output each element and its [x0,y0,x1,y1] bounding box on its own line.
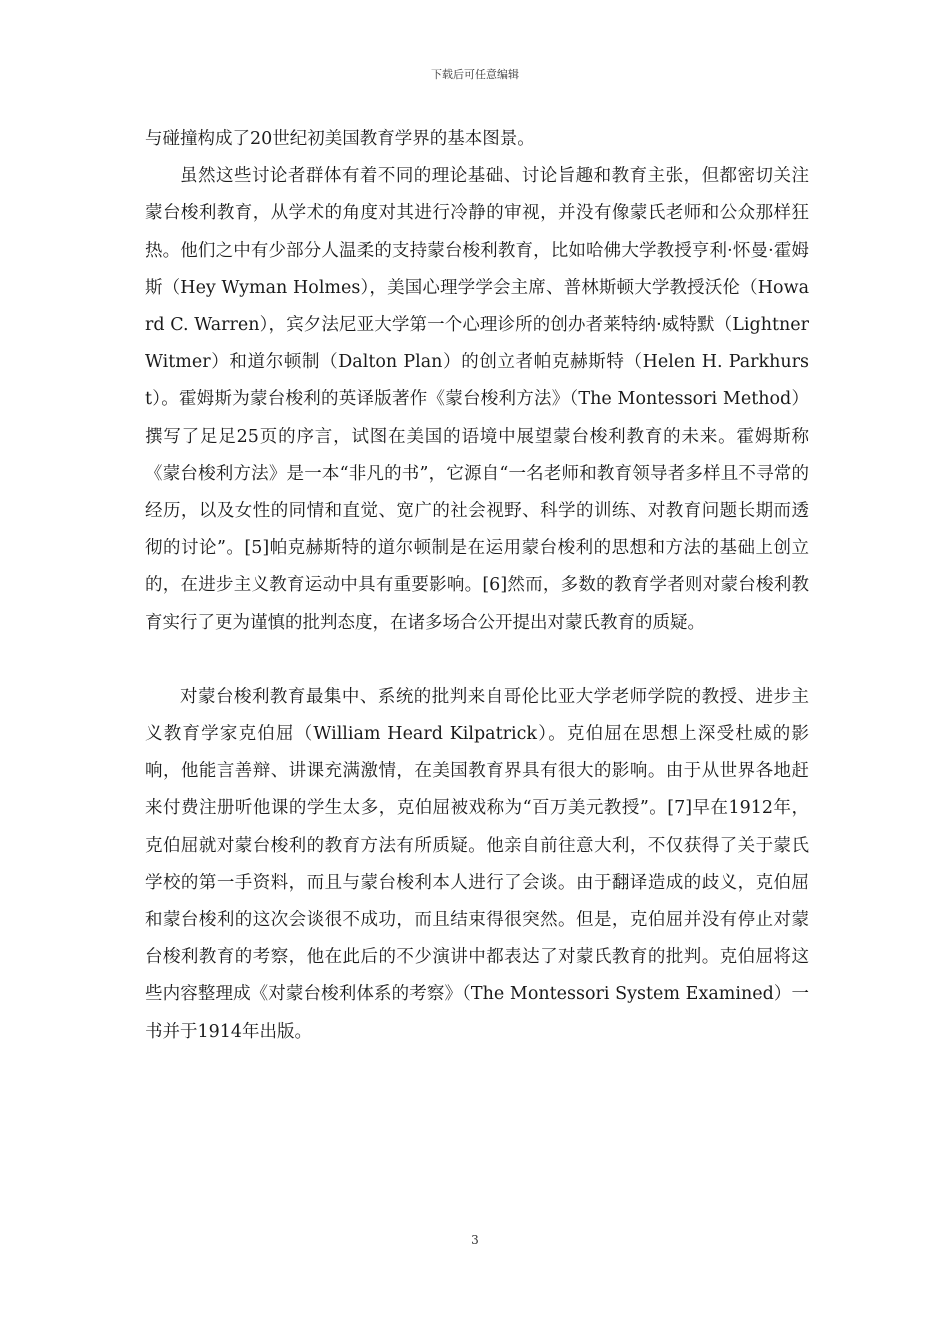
paragraph-spacer [145,642,809,679]
page-number: 3 [471,1233,479,1247]
paragraph-continuation: 与碰撞构成了20世纪初美国教育学界的基本图景。 [145,129,535,149]
document-body [145,121,809,1051]
paragraph-supporters: 虽然这些讨论者群体有着不同的理论基础、讨论旨趣和教育主张，但都密切关注蒙台梭利教育，从学术的角度对其进行冷静的审视，并没有像蒙氏老师和公众那样狂热。他们之中有少部分人温柔的支持蒙台梭利教育，比如哈佛大学教授亨利·怀曼·霍姆斯（Hey Wyman Holmes），美国心理学学会主席、普林斯顿大学教授沃伦（Howard C. Warren），宾夕法尼亚大学第一个心理诊所的创办者莱特纳·威特默（Lightner Witmer）和道尔顿制（Dalton Plan）的创立者帕克赫斯特（Helen H. Parkhurst）。霍姆斯为蒙台梭利的英译版著作《蒙台梭利方法》（The Montessori Method）撰写了足足25页的序言，试图在美国的语境中展望蒙台梭利教育的未来。霍姆斯称《蒙台梭利方法》是一本“非凡的书”，它源自“一名老师和教育领导者多样且不寻常的经历，以及女性的同情和直觉、宽广的社会视野、科学的训练、对教育问题长期而透彻的讨论”。[5]帕克赫斯特的道尔顿制是在运用蒙台梭利的思想和方法的基础上创立的，在进步主义教育运动中具有重要影响。[6]然而，多数的教育学者则对蒙台梭利教育实行了更为谨慎的批判态度，在诸多场合公开提出对蒙氏教育的质疑。 [145,166,809,633]
page-header: 下载后可任意编辑 [431,68,519,81]
paragraph-kilpatrick: 对蒙台梭利教育最集中、系统的批判来自哥伦比亚大学老师学院的教授、进步主义教育学家克伯屈（William Heard Kilpatrick）。克伯屈在思想上深受杜威的影响，他能言善辩、讲课充满激情，在美国教育界具有很大的影响。由于从世界各地赶来付费注册听他课的学生太多，克伯屈被戏称为“百万美元教授”。[7]早在1912年，克伯屈就对蒙台梭利的教育方法有所质疑。他亲自前往意大利，不仅获得了关于蒙氏学校的第一手资料，而且与蒙台梭利本人进行了会谈。由于翻译造成的歧义，克伯屈和蒙台梭利的这次会谈很不成功，而且结束得很突然。但是，克伯屈并没有停止对蒙台梭利教育的考察，他在此后的不少演讲中都表达了对蒙氏教育的批判。克伯屈将这些内容整理成《对蒙台梭利体系的考察》（The Montessori System Examined）一书并于1914年出版。 [145,686,809,1042]
